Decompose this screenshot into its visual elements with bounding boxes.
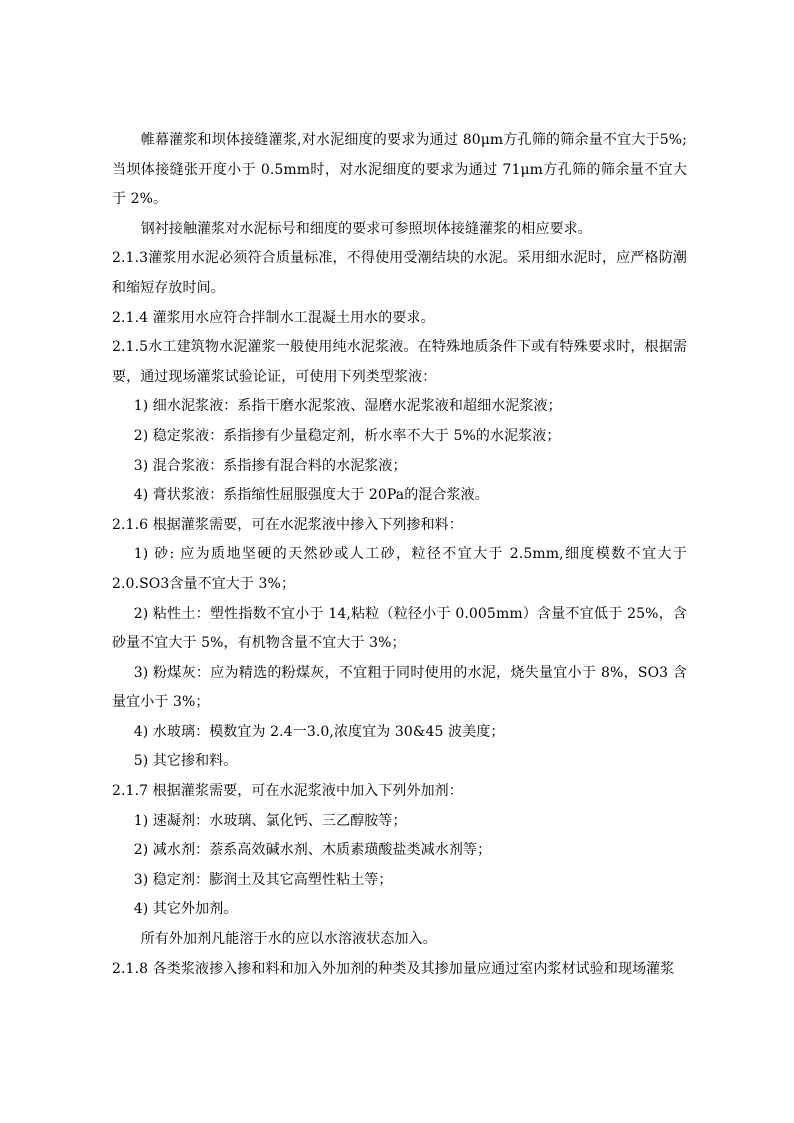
list-item: 2) 粘性土：塑性指数不宜小于 14,粘粒（粒径小于 0.005mm）含量不宜低于 25%，含砂量不宜大于 5%，有机物含量不宜大于 3%；: [112, 605, 687, 652]
paragraph: 帷幕灌浆和坝体接缝灌浆,对水泥细度的要求为通过 80μm方孔筛的筛余量不宜大于5%;当坝体接缝张开度小于 0.5mm时，对水泥细度的要求为通过 71μm方孔筛的筛余量不宜大于 2%。: [112, 132, 687, 208]
section-2-1-6: 2.1.6 根据灌浆需要，可在水泥浆液中掺入下列掺和料：: [112, 516, 463, 533]
list-item: 2) 减水剂：萘系高效碱水剂、木质素璜酸盐类减水剂等；: [133, 842, 492, 859]
list-item: 3) 混合浆液：系指掺有混合料的水泥浆液；: [133, 457, 407, 474]
paragraph: 所有外加剂凡能溶于水的应以水溶液状态加入。: [140, 931, 437, 948]
list-item: 4) 其它外加剂。: [133, 901, 238, 918]
section-2-1-3: 2.1.3灌浆用水泥必须符合质量标准，不得使用受潮结块的水泥。采用细水泥时，应严格防潮和缩短存放时间。: [112, 250, 687, 296]
section-2-1-4: 2.1.4 灌浆用水应符合拌制水工混凝土用水的要求。: [112, 309, 435, 326]
list-item: 1) 细水泥浆液：系指干磨水泥浆液、湿磨水泥浆液和超细水泥浆液；: [133, 398, 562, 415]
list-item: 4) 水玻璃：模数宜为 2.4一3.0,浓度宜为 30&45 波美度；: [133, 723, 505, 740]
section-2-1-7: 2.1.7 根据灌浆需要，可在水泥浆液中加入下列外加剂：: [112, 783, 463, 800]
list-item: 1) 砂: 应为质地坚硬的天然砂或人工砂，粒径不宜大于 2.5mm,细度模数不宜大于 2.0.SO3含量不宜大于 3%；: [112, 546, 687, 592]
document-page: [112, 126, 687, 984]
list-item: 4) 膏状浆液：系指缩性屈服强度大于 20Pa的混合浆液。: [133, 487, 489, 504]
list-item: 5) 其它掺和料。: [133, 753, 238, 770]
list-item: 3) 粉煤灰：应为精选的粉煤灰，不宜粗于同时使用的水泥，烧失量宜小于 8%，SO3 含量宜小于 3%；: [112, 664, 687, 711]
list-item: 3) 稳定剂：膨润土及其它高塑性粘土等；: [133, 871, 393, 888]
section-2-1-5: 2.1.5水工建筑物水泥灌浆一般使用纯水泥浆液。在特殊地质条件下或有特殊要求时，根据需要，通过现场灌浆试验论证，可使用下列类型浆液：: [112, 339, 687, 385]
paragraph: 钢衬接触灌浆对水泥标号和细度的要求可参照坝体接缝灌浆的相应要求。: [140, 220, 592, 237]
section-2-1-8: 2.1.8 各类浆液掺入掺和料和加入外加剂的种类及其掺加量应通过室内浆材试验和现场灌浆: [112, 960, 675, 977]
list-item: 1) 速凝剂：水玻璃、氯化钙、三乙醇胺等；: [133, 812, 407, 829]
list-item: 2) 稳定浆液：系指掺有少量稳定剂，析水率不大于 5%的水泥浆液；: [133, 427, 561, 444]
